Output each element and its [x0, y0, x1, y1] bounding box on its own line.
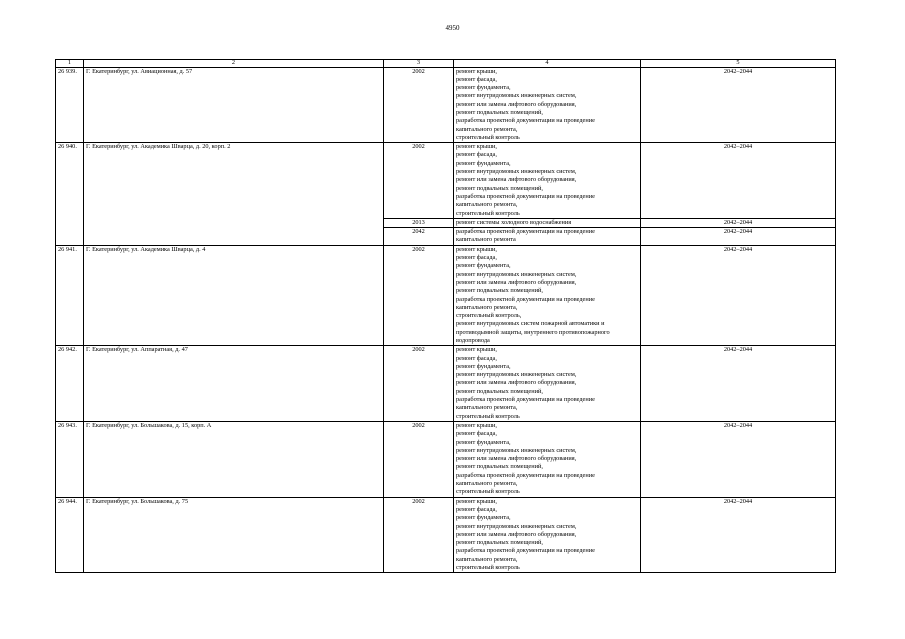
work-line: строительный контроль [456, 564, 520, 572]
record-period: 2042–2044 [641, 218, 836, 227]
record-year: 2042 [384, 228, 454, 246]
work-line: ремонт подвальных помещений, [456, 539, 543, 547]
work-line: ремонт фасада, [456, 151, 497, 159]
work-line: капитального ремонта, [456, 303, 518, 311]
work-line: капитального ремонта, [456, 125, 518, 133]
work-line: ремонт системы холодного водоснабжения [456, 218, 572, 226]
work-line: ремонт подвальных помещений, [456, 108, 543, 116]
work-line: строительный контроль, [456, 312, 522, 320]
work-line: ремонт внутридомовых инженерных систем, [456, 92, 577, 100]
work-line: ремонт крыши, [456, 143, 498, 151]
record-number: 26 939. [56, 67, 84, 143]
work-line: ремонт крыши, [456, 421, 498, 429]
work-line: ремонт или замена лифтового оборудования, [456, 176, 577, 184]
table-row [56, 421, 836, 497]
record-year: 2002 [384, 143, 454, 219]
record-address: Г. Екатеринбург, ул. Академика Шварца, д. 4 [84, 245, 384, 346]
work-line: строительный контроль [456, 133, 520, 141]
record-works [454, 67, 641, 143]
work-line: ремонт фасада, [456, 430, 497, 438]
work-line: ремонт внутридомовых инженерных систем, [456, 270, 577, 278]
record-period: 2042–2044 [641, 228, 836, 246]
record-works [454, 228, 641, 246]
work-line: капитального ремонта, [456, 201, 518, 209]
record-works [454, 346, 641, 422]
record-works [454, 245, 641, 346]
work-line: разработка проектной документации на проведение [456, 471, 595, 479]
work-line: капитального ремонта, [456, 480, 518, 488]
work-line: ремонт фундамента, [456, 84, 511, 92]
record-period: 2042–2044 [641, 143, 836, 219]
work-line: разработка проектной документации на проведение [456, 547, 595, 555]
work-line: разработка проектной документации на проведение [456, 295, 595, 303]
table-row [56, 346, 836, 422]
work-line: ремонт крыши, [456, 245, 498, 253]
work-line: ремонт внутридомовых систем пожарной автоматики и [456, 320, 605, 328]
work-line: ремонт фундамента, [456, 514, 511, 522]
header-cell-5: 5 [641, 60, 836, 68]
work-line: водопровода [456, 337, 490, 344]
work-line: ремонт подвальных помещений, [456, 463, 543, 471]
record-year: 2002 [384, 245, 454, 346]
work-line: ремонт фасада, [456, 505, 497, 513]
work-line: ремонт внутридомовых инженерных систем, [456, 522, 577, 530]
record-period: 2042–2044 [641, 346, 836, 422]
work-line: противодымной защиты, внутреннего противопожарного [456, 328, 610, 336]
work-line: ремонт фасада, [456, 254, 497, 262]
work-line: ремонт внутридомовых инженерных систем, [456, 371, 577, 379]
work-line: разработка проектной документации на проведение [456, 228, 595, 236]
record-address: Г. Екатеринбург, ул. Авиационная, д. 57 [84, 67, 384, 143]
table-row [56, 67, 836, 143]
record-period: 2042–2044 [641, 421, 836, 497]
header-cell-4: 4 [454, 60, 641, 68]
table-row [56, 497, 836, 573]
work-line: строительный контроль [456, 412, 520, 420]
work-line: ремонт фундамента, [456, 362, 511, 370]
work-line: строительный контроль [456, 209, 520, 217]
record-address: Г. Екатеринбург, ул. Большакова, д. 75 [84, 497, 384, 573]
work-line: ремонт или замена лифтового оборудования, [456, 278, 577, 286]
work-line: ремонт или замена лифтового оборудования, [456, 100, 577, 108]
work-line: ремонт подвальных помещений, [456, 184, 543, 192]
record-works [454, 218, 641, 227]
record-works [454, 421, 641, 497]
record-works [454, 143, 641, 219]
table-row [56, 143, 836, 219]
record-period: 2042–2044 [641, 67, 836, 143]
work-line: капитального ремонта [456, 236, 516, 244]
work-line: ремонт внутридомовых инженерных систем, [456, 446, 577, 454]
page-number: 4950 [445, 24, 460, 32]
record-number: 26 944. [56, 497, 84, 573]
record-number: 26 941. [56, 245, 84, 346]
record-year: 2002 [384, 421, 454, 497]
work-line: капитального ремонта, [456, 404, 518, 412]
work-line: ремонт крыши, [456, 67, 498, 75]
work-line: ремонт подвальных помещений, [456, 287, 543, 295]
work-line: ремонт или замена лифтового оборудования, [456, 455, 577, 463]
work-line: разработка проектной документации на проведение [456, 192, 595, 200]
work-line: ремонт крыши, [456, 346, 498, 354]
work-line: ремонт крыши, [456, 497, 498, 505]
work-line: ремонт фасада, [456, 354, 497, 362]
work-line: ремонт фундамента, [456, 262, 511, 270]
record-number: 26 942. [56, 346, 84, 422]
record-number: 26 943. [56, 421, 84, 497]
record-period: 2042–2044 [641, 497, 836, 573]
record-year: 2002 [384, 346, 454, 422]
record-address: Г. Екатеринбург, ул. Академика Шварца, д. 20, корп. 2 [84, 143, 384, 246]
work-line: ремонт фундамента, [456, 438, 511, 446]
work-line: ремонт или замена лифтового оборудования, [456, 379, 577, 387]
record-year: 2002 [384, 67, 454, 143]
record-address: Г. Екатеринбург, ул. Аппаратная, д. 47 [84, 346, 384, 422]
record-works [454, 497, 641, 573]
work-line: разработка проектной документации на проведение [456, 396, 595, 404]
table-row [56, 245, 836, 346]
record-address: Г. Екатеринбург, ул. Большакова, д. 15, корп. А [84, 421, 384, 497]
capital-repair-table [55, 59, 836, 573]
record-number: 26 940. [56, 143, 84, 246]
header-cell-1: 1 [56, 60, 84, 68]
header-cell-3: 3 [384, 60, 454, 68]
table-body [56, 67, 836, 573]
work-line: капитального ремонта, [456, 555, 518, 563]
record-year: 2013 [384, 218, 454, 227]
record-period: 2042–2044 [641, 245, 836, 346]
work-line: ремонт внутридомовых инженерных систем, [456, 168, 577, 176]
header-row [56, 60, 836, 68]
work-line: ремонт фасада, [456, 75, 497, 83]
work-line: ремонт или замена лифтового оборудования, [456, 530, 577, 538]
work-line: строительный контроль [456, 488, 520, 496]
work-line: ремонт подвальных помещений, [456, 387, 543, 395]
work-line: ремонт фундамента, [456, 159, 511, 167]
record-year: 2002 [384, 497, 454, 573]
work-line: разработка проектной документации на проведение [456, 117, 595, 125]
header-cell-2: 2 [84, 60, 384, 68]
